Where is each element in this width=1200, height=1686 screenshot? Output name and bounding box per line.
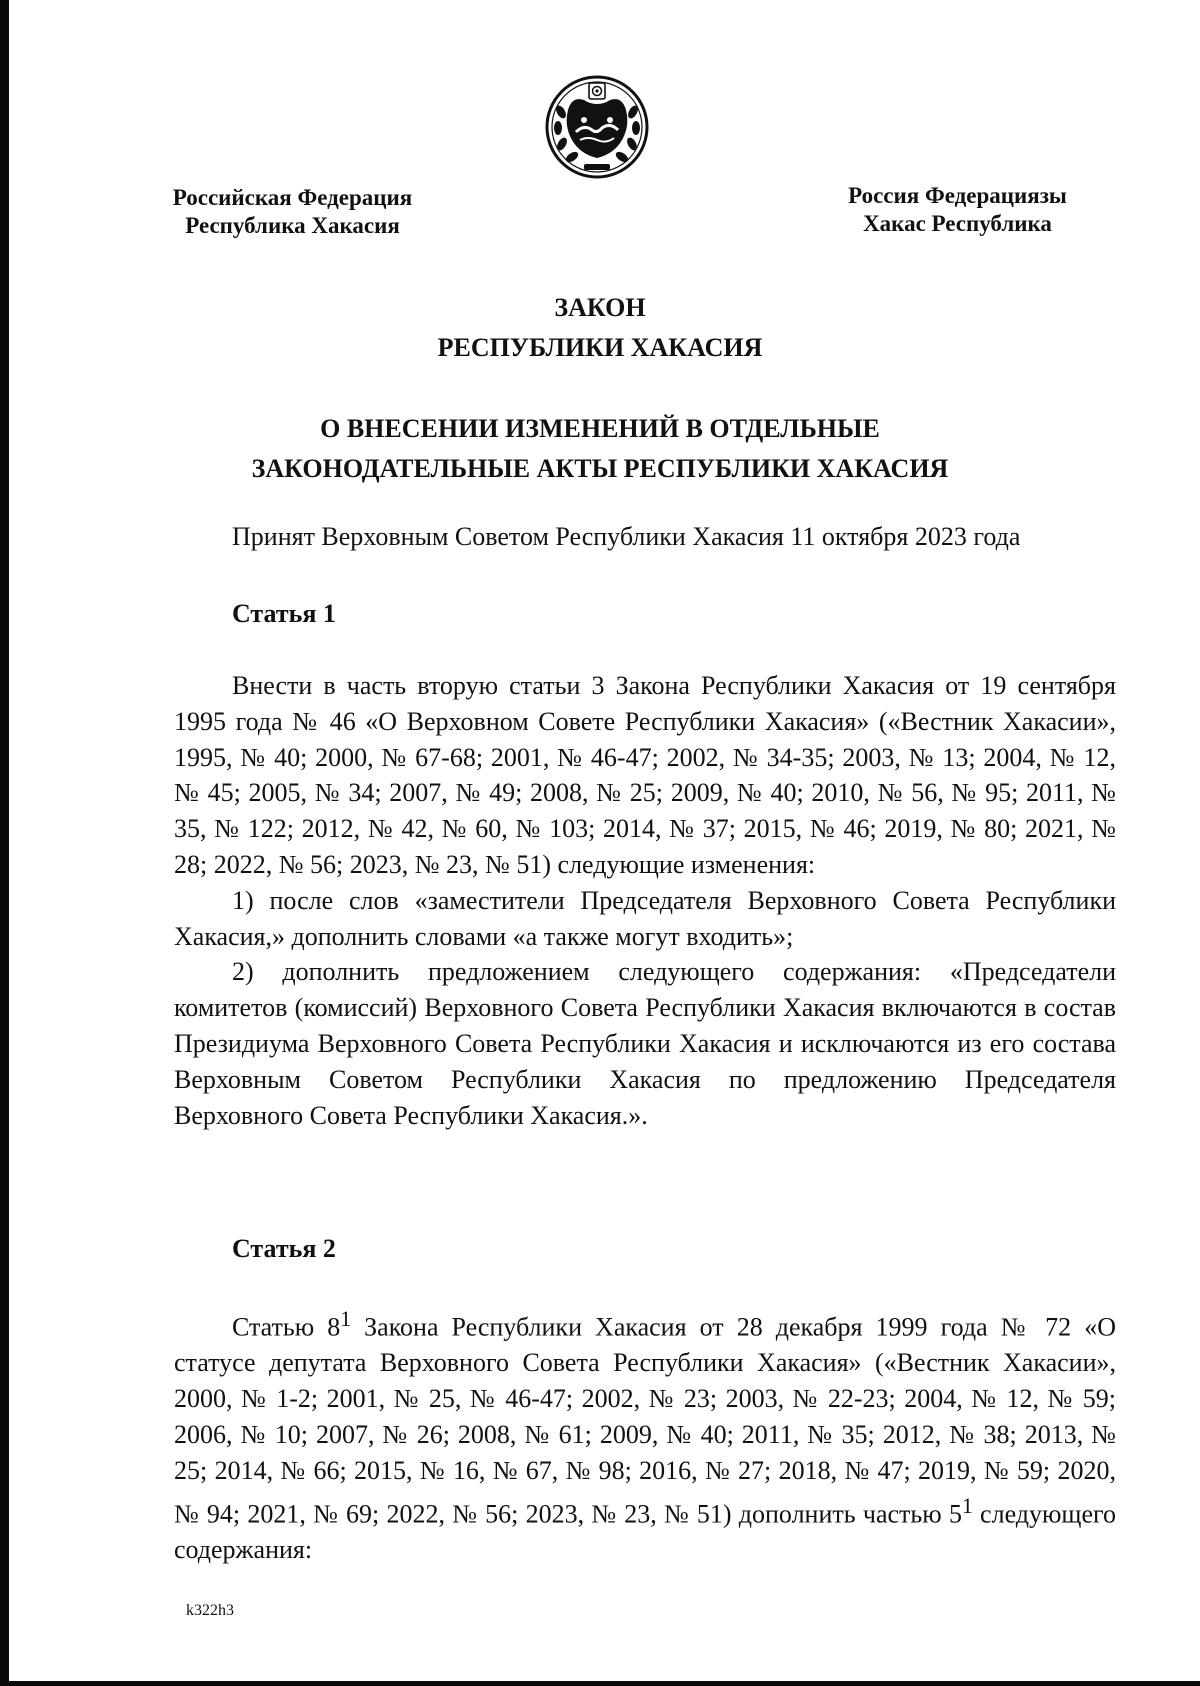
law-title-line2: РЕСПУБЛИКИ ХАКАСИЯ: [437, 333, 763, 362]
article-2-superscript-2: 1: [961, 1493, 973, 1518]
article-2-text-start: Статью 8: [232, 1312, 341, 1342]
header-right-country: Россия Федерациязы: [848, 183, 1067, 208]
article-2-superscript-1: 1: [340, 1307, 352, 1331]
header-right: [830, 182, 1085, 238]
document-code: k322h3: [186, 1602, 234, 1619]
scan-edge-bottom: [0, 1681, 1200, 1686]
header-right-republic: Хакас Республика: [863, 211, 1052, 236]
khakassia-coat-of-arms-icon: [544, 74, 650, 180]
scan-edge-left: [0, 0, 9, 1686]
article-1-paragraph-3: 2) дополнить предложением следующего содержания: «Председатели комитетов (комиссий) Верховного Совета Республики Хакасия включаются в состав Президиума Верховного Совета Республики Хакасия и исключаются из его состава Верховным Советом Республики Хакасия по предложению Председателя Верховного Совета Республики Хакасия.».: [174, 957, 1116, 1130]
article-2-text-end: следующего содержания:: [174, 1499, 1116, 1565]
article-1-paragraph-2: 1) после слов «заместители Председателя Верховного Совета Республики Хакасия,» дополнить словами «а также могут входить»;: [174, 885, 1116, 951]
article-2-heading: Статья 2: [232, 1234, 336, 1263]
article-1-heading: Статья 1: [232, 599, 336, 628]
article-1-body: [174, 668, 1116, 1133]
header-left: [160, 184, 425, 240]
adoption-note: Принят Верховным Советом Республики Хакасия 11 октября 2023 года: [232, 522, 1021, 551]
article-1-paragraph-1: Внести в часть вторую статьи 3 Закона Республики Хакасия от 19 сентября 1995 года № 46 «О Верховном Совете Республики Хакасия» («Вестник Хакасии», 1995, № 40; 2000, № 67-68; 2001, № 46-47; 2002, № 34-35; 2003, № 13; 2004, № 12, № 45; 2005, № 34; 2007, № 49; 2008, № 25; 2009, № 40; 2010, № 56, № 95; 2011, № 35, № 122; 2012, № 42, № 60, № 103; 2014, № 37; 2015, № 46; 2019, № 80; 2021, № 28; 2022, № 56; 2023, № 23, № 51) следующие изменения:: [174, 671, 1116, 879]
header-left-republic: Республика Хакасия: [185, 213, 400, 238]
law-subject: [0, 409, 1200, 489]
article-2-text-middle: Закона Республики Хакасия от 28 декабря 1999 года № 72 «О статусе депутата Верховного Совета Республики Хакасия» («Вестник Хакасии», 2000, № 1-2; 2001, № 25, № 46-47; 2002, № 23; 2003, № 22-23; 2004, № 12, № 59; 2006, № 10; 2007, № 26; 2008, № 61; 2009, № 40; 2011, № 35; 2012, № 38; 2013, № 25; 2014, № 66; 2015, № 16, № 67, № 98; 2016, № 27; 2018, № 47; 2019, № 59; 2020, № 94; 2021, № 69; 2022, № 56; 2023, № 23, № 51) дополнить частью 5: [174, 1312, 1116, 1529]
law-subject-line2: ЗАКОНОДАТЕЛЬНЫЕ АКТЫ РЕСПУБЛИКИ ХАКАСИЯ: [251, 454, 949, 483]
law-title-line1: ЗАКОН: [554, 293, 646, 322]
article-2-paragraph-1: [174, 1302, 1116, 1568]
law-subject-line1: О ВНЕСЕНИИ ИЗМЕНЕНИЙ В ОТДЕЛЬНЫЕ: [320, 414, 880, 443]
header-left-country: Российская Федерация: [172, 185, 413, 210]
article-2-body: [174, 1302, 1116, 1568]
law-title: [0, 288, 1200, 368]
